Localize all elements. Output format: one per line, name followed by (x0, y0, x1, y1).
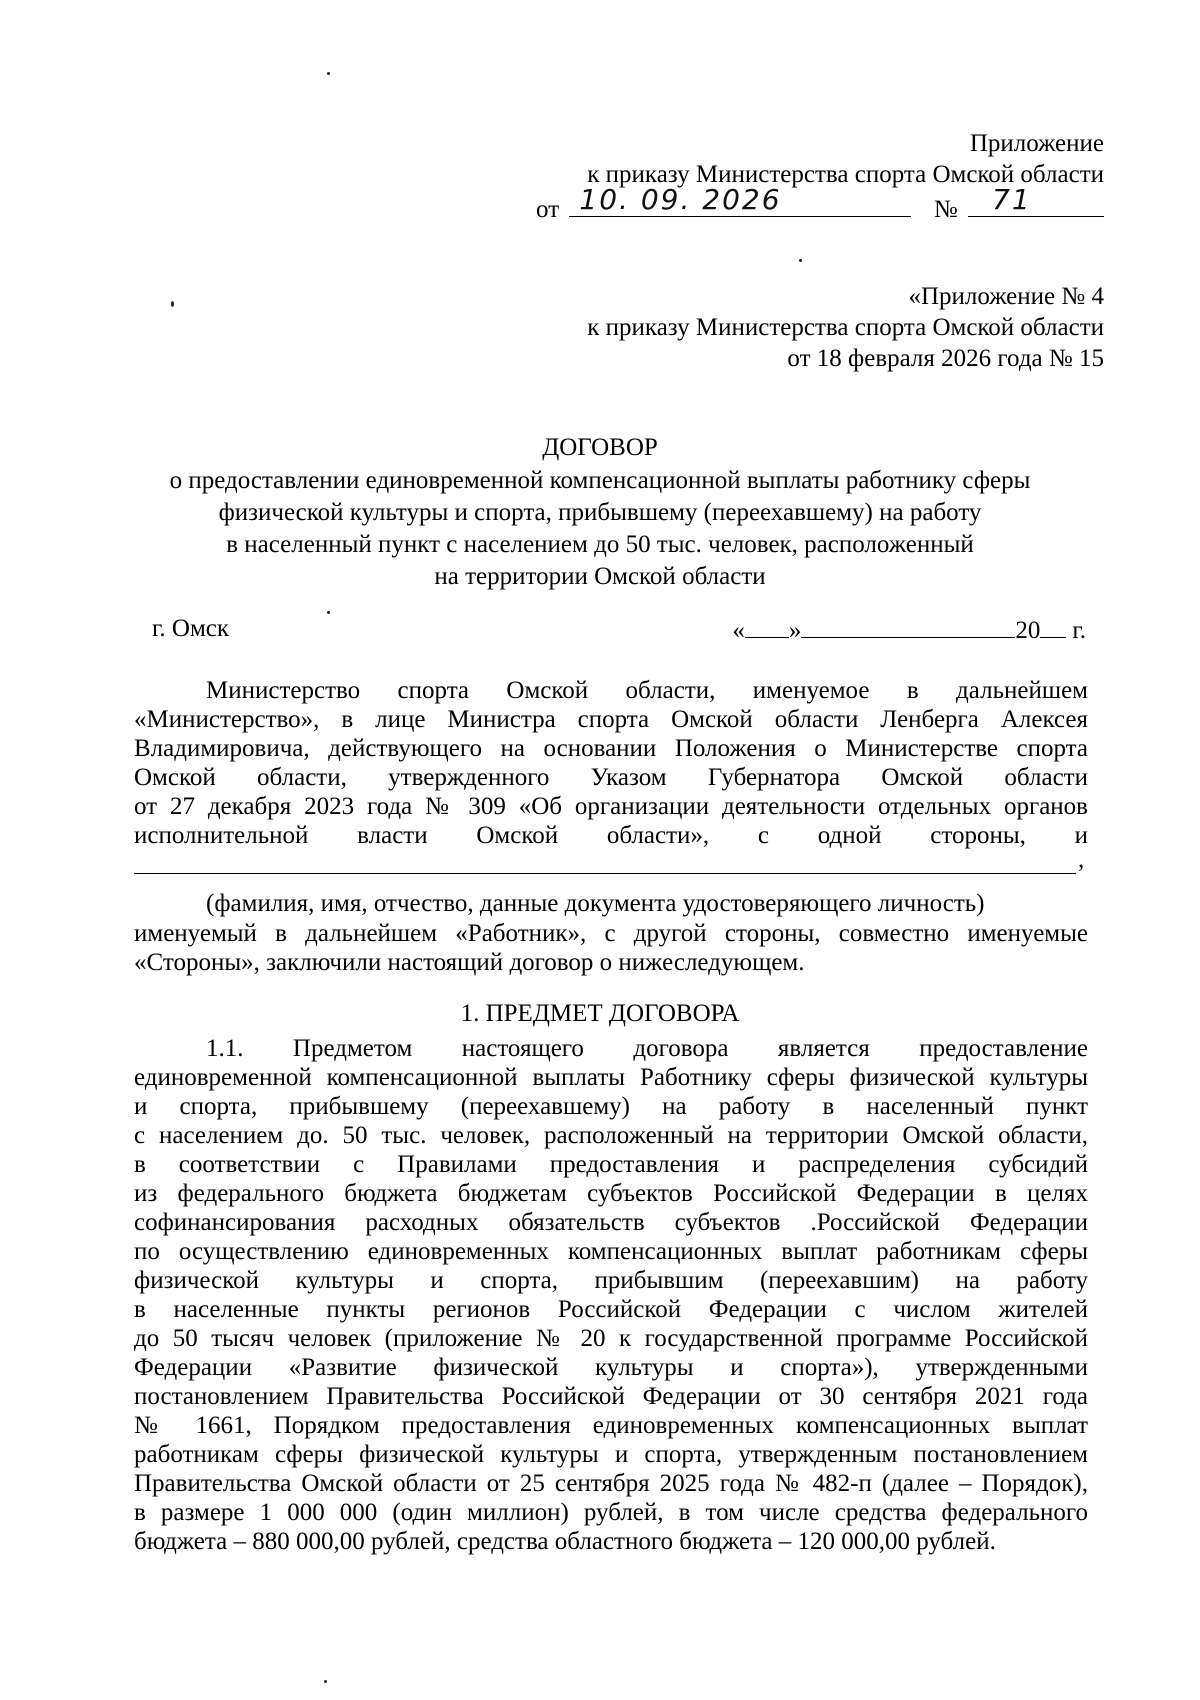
section-heading: 1. ПРЕДМЕТ ДОГОВОРА (460, 1000, 740, 1027)
preamble-line: Министерство спорта Омской области, именуемое в дальнейшем (206, 677, 1088, 704)
document-subtitle (0, 465, 1200, 593)
contract-date-blank (732, 615, 1086, 645)
section1-line: бюджета – 880 000,00 рублей, средства областного бюджета – 120 000,00 рублей. (134, 1528, 996, 1555)
section1-line: физической культуры и спорта, прибывшим (переехавшим) на работу (134, 1267, 1088, 1294)
section1-line: до 50 тысяч человек (приложение № 20 к государственной программе Российской (134, 1325, 1088, 1352)
appendix4-label: «Приложение № 4 (908, 283, 1104, 310)
close-quote: » (788, 617, 802, 644)
section1-line: Федерации «Развитие физической культуры и спорта»), утвержденными (134, 1354, 1088, 1381)
subtitle-line: в населенный пункт с населением до 50 тыс. человек, расположенный (226, 531, 974, 558)
preamble-line: Владимировича, действующего на основании Положения о Министерстве спорта (134, 735, 1088, 762)
appendix-date-number-line (536, 183, 1104, 225)
scan-speck (327, 611, 330, 614)
section1-line: по осуществлению единовременных компенсационных выплат работникам сферы (134, 1238, 1088, 1265)
preamble-line: Омской области, утвержденного Указом Губернатора Омской области (134, 764, 1088, 791)
section1-line: единовременной компенсационной выплаты Работнику сферы физической культуры (134, 1064, 1088, 1091)
scan-speck (171, 301, 174, 307)
scan-speck (327, 72, 330, 75)
section1-line: с населением до. 50 тыс. человек, расположенный на территории Омской области, (134, 1122, 1088, 1149)
appendix4-header (587, 281, 1104, 374)
preamble-line: исполнительной власти Омской области», с одной стороны, и (134, 822, 1088, 849)
handwritten-date: 10. 09. 2026 (579, 183, 782, 216)
subtitle-line: на территории Омской области (434, 563, 766, 590)
date-field (569, 183, 911, 217)
date-prefix: от (536, 196, 560, 223)
subtitle-line: о предоставлении единовременной компенсационной выплаты работнику сферы (169, 467, 1031, 494)
number-prefix: № (933, 196, 958, 223)
handwritten-number: 71 (992, 183, 1032, 216)
open-quote: « (732, 617, 745, 644)
appendix-label: Приложение (969, 130, 1104, 157)
day-blank (745, 615, 789, 638)
number-field (968, 183, 1104, 217)
month-blank (801, 615, 1015, 638)
year-suffix: г. (1072, 617, 1086, 644)
section1-line: в размере 1 000 000 (один миллион) рублей, в том числе средства федерального (134, 1499, 1088, 1526)
section1-line: из федерального бюджета бюджетам субъектов Российской Федерации в целях (134, 1180, 1088, 1207)
scan-speck (799, 259, 802, 262)
section1-line: софинансирования расходных обязательств субъектов .Российской Федерации (134, 1209, 1088, 1236)
city: г. Омск (152, 615, 230, 642)
section1-line: № 1661, Порядком предоставления единовременных компенсационных выплат (134, 1412, 1088, 1439)
section1-line: постановлением Правительства Российской Федерации от 30 сентября 2021 года (134, 1383, 1088, 1410)
year-blank (1040, 615, 1066, 638)
worker-name-field (134, 873, 1076, 874)
scan-speck (324, 1680, 327, 1683)
section1-line: в соответствии с Правилами предоставления и распределения субсидий (134, 1151, 1088, 1178)
document-title: ДОГОВОР (542, 434, 658, 461)
appendix-order-ref: к приказу Министерства спорта Омской области (587, 161, 1104, 188)
appendix-header (536, 128, 1104, 225)
worker-comma: , (1078, 846, 1085, 873)
section1-line: в населенные пункты регионов Российской Федерации с числом жителей (134, 1296, 1088, 1323)
appendix4-date: от 18 февраля 2026 года № 15 (787, 345, 1104, 372)
section1-line: работникам сферы физической культуры и спорта, утвержденным постановлением (134, 1441, 1088, 1468)
preamble-line: именуемый в дальнейшем «Работник», с другой стороны, совместно именуемые (134, 920, 1088, 947)
appendix4-order-ref: к приказу Министерства спорта Омской области (587, 314, 1104, 341)
preamble-line: «Стороны», заключили настоящий договор о нижеследующем. (134, 949, 805, 976)
year-prefix: 20 (1015, 617, 1041, 644)
worker-field-caption: (фамилия, имя, отчество, данные документа удостоверяющего личность) (206, 890, 985, 917)
subtitle-line: физической культуры и спорта, прибывшему (переехавшему) на работу (218, 499, 982, 526)
preamble-line: «Министерство», в лице Министра спорта Омской области Ленберга Алексея (134, 706, 1088, 733)
section1-line: 1.1. Предметом настоящего договора является предоставление (206, 1035, 1088, 1062)
section1-line: Правительства Омской области от 25 сентября 2025 года № 482-п (далее – Порядок), (134, 1470, 1088, 1497)
section1-line: и спорта, прибывшему (переехавшему) на работу в населенный пункт (134, 1093, 1088, 1120)
preamble-line: от 27 декабря 2023 года № 309 «Об организации деятельности отдельных органов (134, 793, 1088, 820)
